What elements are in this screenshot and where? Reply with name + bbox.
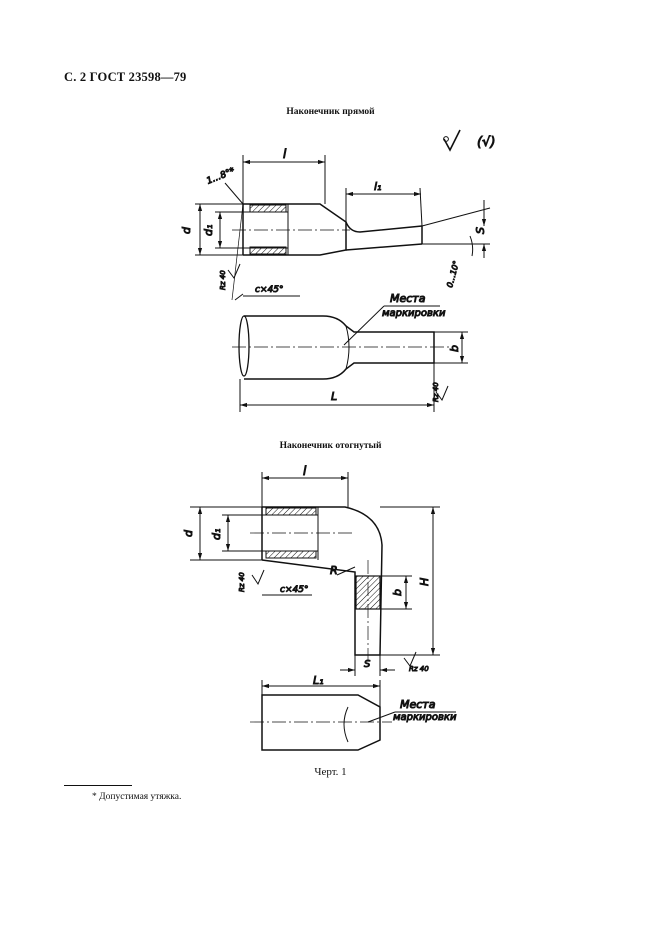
figure-caption: Черт. 1 [314,766,347,778]
title-straight-lug: Наконечник прямой [286,107,375,117]
dim-b-label-2: b [391,589,404,596]
dim-d-label: d [180,227,193,234]
chamfer-label-2: c×45° [280,585,309,595]
dim-L-label: L [331,390,338,403]
rz40-bottom-label: Rz 40 [409,665,429,673]
title-bent-lug: Наконечник отогнутый [279,441,382,451]
footnote-divider [64,785,132,786]
dim-s-label-2: S [364,659,371,670]
angle-top-label: 1…8°* [205,166,237,187]
marking-label-1a: Места [390,292,426,305]
bent-lug-side-view [190,472,440,676]
footnote: * Допустимая утяжка. [92,792,182,802]
roughness-symbol [444,130,460,150]
dim-d1-label: d₁ [202,224,215,236]
dim-l-label-2: l [303,464,307,478]
dim-H-label: H [418,577,431,586]
dim-d1-label-2: d₁ [210,528,223,540]
dim-l-label: l [283,147,287,161]
rz40-right-label: Rz 40 [432,382,440,402]
dim-L1-label: L₁ [313,674,324,687]
marking-label-2b: маркировки [393,712,457,723]
marking-label-2a: Места [400,698,436,711]
angle-right-label: 0…10° [445,259,461,289]
straight-lug-side-view [195,130,490,300]
page-header: С. 2 ГОСТ 23598—79 [64,70,187,84]
chamfer-label-1: c×45° [255,285,284,295]
radius-label: R [330,564,338,577]
marking-label-1b: маркировки [382,308,446,319]
dim-s-label: S [474,227,487,234]
rz40-left-label-1: Rz 40 [219,270,227,290]
dim-d-label-2: d [182,530,195,537]
rz40-left-label-2: Rz 40 [238,572,246,592]
dim-l1-label: l₁ [374,180,382,193]
roughness-label: (√) [477,135,496,150]
dim-b-label-1: b [448,345,461,352]
